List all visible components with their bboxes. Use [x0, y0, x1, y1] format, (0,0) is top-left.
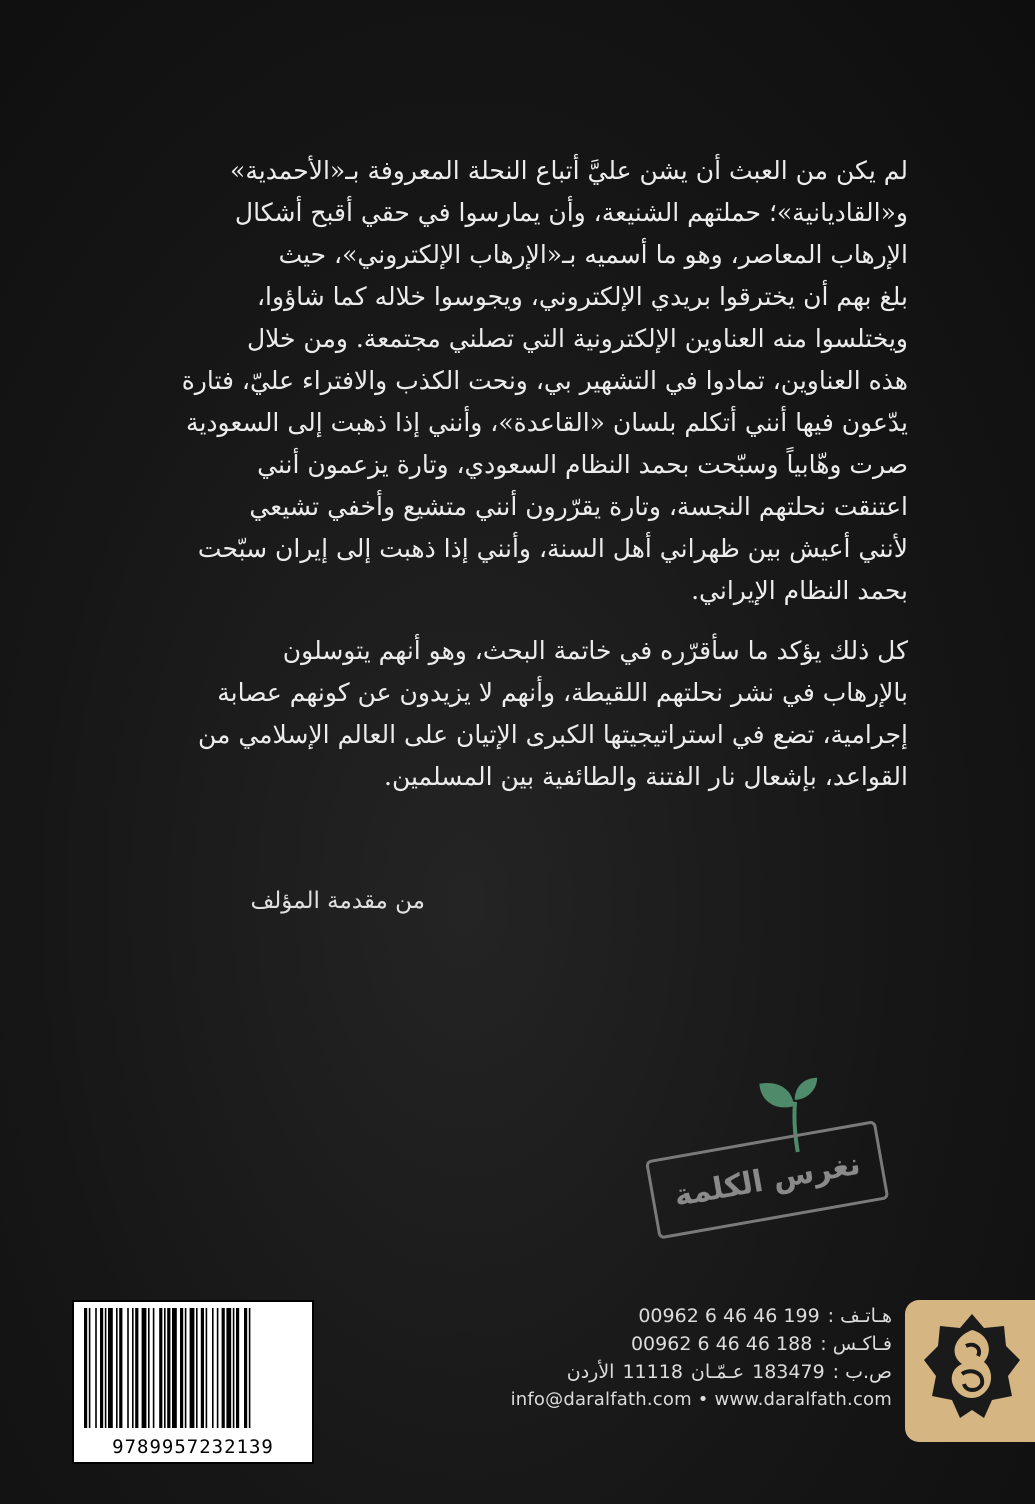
barcode-bar: [159, 1308, 162, 1428]
pobox-number: 183479: [752, 1361, 825, 1383]
barcode-bar: [167, 1308, 170, 1428]
stamp-text: نغرس الكلمة: [671, 1146, 863, 1214]
barcode-bar: [127, 1308, 129, 1428]
barcode-bar: [180, 1308, 183, 1428]
publisher-contacts: [470, 1305, 892, 1417]
fax-label: فـاكـس :: [820, 1333, 892, 1355]
text-line: بحمد النظام الإيراني.: [691, 576, 908, 605]
barcode-bar: [226, 1308, 231, 1428]
text-line: صرت وهّابياً وسبّحت بحمد النظام السعودي، وتارة يزعمون أنني: [257, 450, 908, 479]
barcode-bar: [206, 1308, 208, 1428]
address-row: [470, 1361, 892, 1389]
barcode-bar: [185, 1308, 187, 1428]
address-postcode: 11118: [622, 1361, 683, 1383]
fax-row: [470, 1333, 892, 1361]
text-line: اعتنقت نحلتهم النجسة، وتارة يقرّرون أنني متشيع وأخفي تشيعي: [249, 492, 908, 521]
barcode-bar: [236, 1308, 239, 1428]
phone-number: 00962 6 46 46 199: [638, 1305, 820, 1327]
barcode-bar: [217, 1308, 219, 1428]
barcode-bar: [105, 1308, 107, 1428]
text-line: لأنني أعيش بين ظهراني أهل السنة، وأنني إذا ذهبت إلى إيران سبّحت: [197, 534, 908, 563]
barcode-bar: [201, 1308, 204, 1428]
text-line: يدّعون فيها أنني أتكلم بلسان «القاعدة»، وأنني إذا ذهبت إلى السعودية: [186, 408, 908, 437]
text-line: هذه العناوين، تمادوا في التشهير بي، ونحت الكذب والافتراء عليّ، فتارة: [181, 366, 908, 395]
address-city: عـمّـان: [690, 1361, 745, 1383]
paragraph-2: [148, 630, 908, 798]
slogan-stamp: [645, 1120, 887, 1237]
barcode-bar: [132, 1308, 134, 1428]
barcode-bar: [153, 1308, 155, 1428]
barcode-bar: [142, 1308, 147, 1428]
text-line: القواعد، بإشعال نار الفتنة والطائفية بين المسلمين.: [384, 762, 908, 791]
barcode-bar: [84, 1308, 87, 1428]
calligraphy-logo: [922, 1310, 1022, 1432]
text-line: ويختلسوا منه العناوين الإلكترونية التي تصلني مجتمعة. ومن خلال: [246, 324, 908, 353]
pobox-label: ص.ب :: [832, 1361, 892, 1383]
barcode-bar: [190, 1308, 195, 1428]
paragraph-1: [148, 150, 908, 612]
web-contacts: info@daralfath.com • www.daralfath.com: [510, 1389, 892, 1410]
barcode-bar: [119, 1308, 122, 1428]
barcode-bar: [148, 1308, 150, 1428]
phone-row: [470, 1305, 892, 1333]
text-line: لم يكن من العبث أن يشن عليَّ أتباع النحلة المعروفة بـ«الأحمدية»: [230, 156, 908, 185]
isbn-number: 9789957232139: [112, 1436, 274, 1458]
fax-number: 00962 6 46 46 188: [630, 1333, 813, 1355]
barcode-bar: [172, 1308, 177, 1428]
barcode-bar: [108, 1308, 113, 1428]
text-line: كل ذلك يؤكد ما سأقرّره في خاتمة البحث، وهو أنهم يتوسلون: [282, 636, 908, 665]
text-line: بلغ بهم أن يخترقوا بريدي الإلكتروني، ويجوسوا خلاله كما شاؤوا،: [256, 282, 908, 311]
barcode-bar: [164, 1308, 166, 1428]
barcode-bar: [222, 1308, 225, 1428]
phone-label: هـاتـف :: [827, 1305, 892, 1327]
text-line: بالإرهاب في نشر نحلتهم اللقيطة، وأنهم لا يزيدون عن كونهم عصابة: [217, 678, 908, 707]
attribution: من مقدمة المؤلف: [250, 888, 425, 914]
barcode-bar: [95, 1308, 97, 1428]
barcode-bar: [135, 1308, 138, 1428]
barcode-bar: [196, 1308, 198, 1428]
barcode-bar: [233, 1308, 235, 1428]
text-line: الإرهاب المعاصر، وهو ما أسميه بـ«الإرهاب الإلكتروني»، حيث: [278, 240, 908, 269]
barcode-bar: [244, 1308, 247, 1428]
text-line: إجرامية، تضع في استراتيجيتها الكبرى الإتيان على العالم الإسلامي من: [197, 720, 908, 749]
barcode-bar: [212, 1308, 214, 1428]
barcode-bar: [100, 1308, 103, 1428]
barcode-bar: [116, 1308, 118, 1428]
publisher-tab: [905, 1300, 1035, 1442]
barcode-bars: [82, 1308, 304, 1430]
text-line: و«القاديانية»؛ حملتهم الشنيعة، وأن يمارسوا في حقي أقبح أشكال: [234, 198, 908, 227]
barcode: [72, 1300, 314, 1464]
barcode-bar: [249, 1308, 251, 1428]
barcode-bar: [89, 1308, 91, 1428]
back-cover-text: [148, 150, 908, 816]
address-country: الأردن: [566, 1361, 615, 1383]
